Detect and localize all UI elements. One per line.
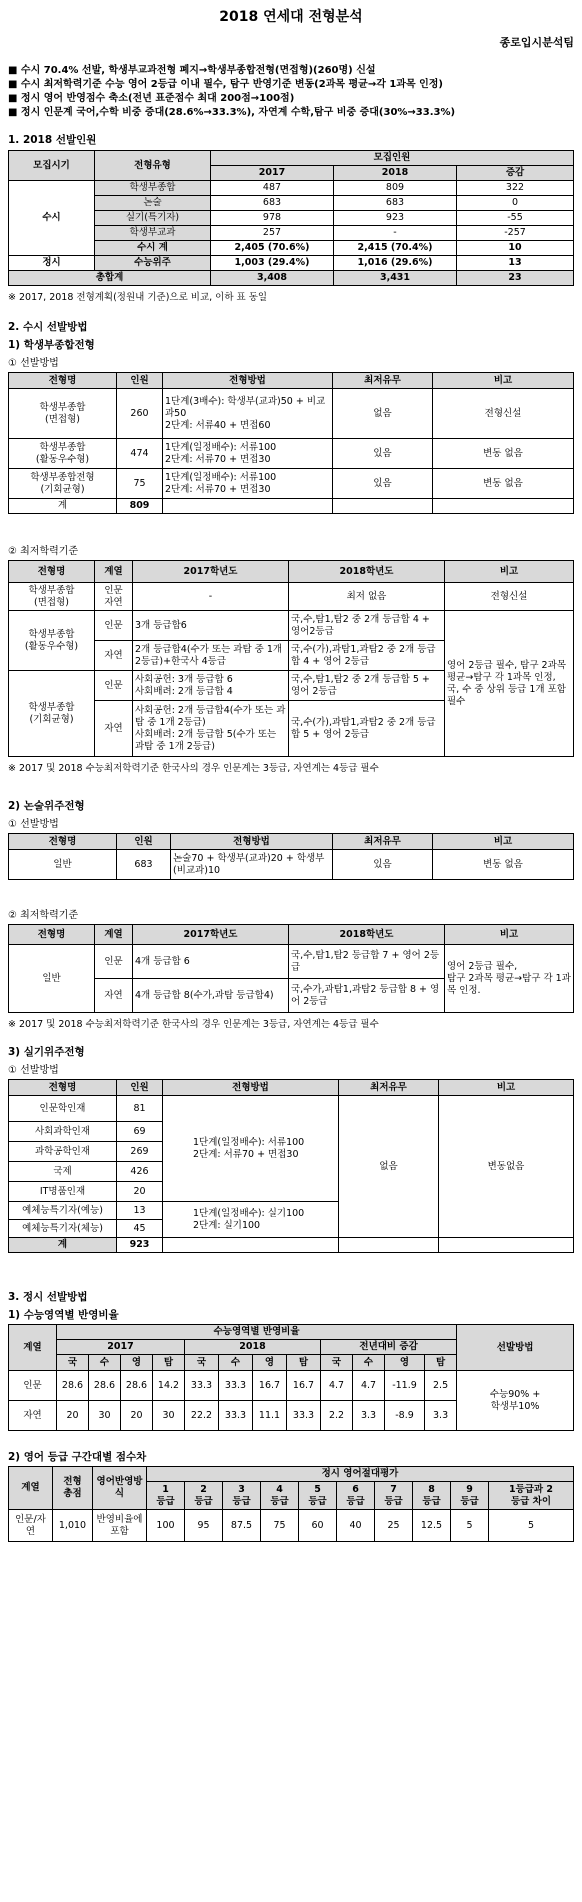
col-track: 계열 xyxy=(9,1467,53,1510)
col-group: 수능영역별 반영비율 xyxy=(57,1325,457,1340)
col-subject: 탐 xyxy=(425,1355,457,1371)
name-cell: 과학공학인재 xyxy=(9,1142,117,1162)
ratio-cell: 3.3 xyxy=(425,1401,457,1431)
col-type: 전형유형 xyxy=(95,151,211,181)
ratio-cell: 11.1 xyxy=(253,1401,287,1431)
name-cell: 학생부종합 (면접형) xyxy=(9,389,117,439)
col-note: 비고 xyxy=(439,1080,574,1096)
track-cell: 인문 xyxy=(95,945,133,979)
minimum-note: ※ 2017 및 2018 수능최저학력기준 한국사의 경우 인문계는 3등급, 자연계는 4등급 필수 xyxy=(8,1019,379,1030)
value-cell: 0 xyxy=(457,196,574,211)
y2017-cell: - xyxy=(133,583,289,611)
ratio-cell: 30 xyxy=(89,1401,121,1431)
y2017-cell: 사회공헌: 2개 등급합4(수가 또는 과탐 중 1개 2등급) 사회배려: 2개 등급합 5(수가 또는 과탐 중 1개 2등급) xyxy=(133,701,289,757)
y2018-cell: 국,수가,과탐1,과탐2 등급합 8 + 영어 2등급 xyxy=(289,979,445,1013)
col-subject: 영 xyxy=(385,1355,425,1371)
col-subject: 탐 xyxy=(287,1355,321,1371)
col-grade: 3 등급 xyxy=(223,1482,261,1510)
section-1-heading: 1. 2018 선발인원 xyxy=(8,134,97,146)
selection-count-table xyxy=(8,150,574,286)
method-label: ① 선발방법 xyxy=(8,819,59,830)
col-name: 전형명 xyxy=(9,561,95,583)
note-cell: 전형신설 xyxy=(445,583,574,611)
col-track: 계열 xyxy=(95,561,133,583)
y2018-cell: 최저 없음 xyxy=(289,583,445,611)
value-cell: -257 xyxy=(457,226,574,241)
note-cell: 변동 없음 xyxy=(433,439,574,469)
practical-method-table xyxy=(8,1079,574,1253)
col-subject: 수 xyxy=(219,1355,253,1371)
ratio-cell: 28.6 xyxy=(57,1371,89,1401)
col-subject: 영 xyxy=(253,1355,287,1371)
total-count: 923 xyxy=(117,1238,163,1253)
count-cell: 683 xyxy=(117,850,171,880)
value-cell: 923 xyxy=(334,211,457,226)
total-label: 계 xyxy=(9,499,117,514)
track-cell: 자연 xyxy=(95,701,133,757)
value-cell: 1,016 (29.6%) xyxy=(334,256,457,271)
col-min: 최저유무 xyxy=(333,373,433,389)
minimum-label: ② 최저학력기준 xyxy=(8,546,79,557)
score-cell: 5 xyxy=(489,1510,574,1542)
name-cell: 학생부종합 (면접형) xyxy=(9,583,95,611)
col-grade: 4 등급 xyxy=(261,1482,299,1510)
name-cell: 학생부종합 (기회균형) xyxy=(9,671,95,757)
ratio-cell: 20 xyxy=(57,1401,89,1431)
min-cell: 없음 xyxy=(333,389,433,439)
type-cell: 수능위주 xyxy=(95,256,211,271)
col-2017: 2017학년도 xyxy=(133,925,289,945)
ratio-cell: 2.2 xyxy=(321,1401,353,1431)
col-track: 계열 xyxy=(95,925,133,945)
method-cell: 1단계(3배수): 학생부(교과)50 + 비교과50 2단계: 서류40 + 면접60 xyxy=(163,389,333,439)
english-grade-table xyxy=(8,1466,574,1542)
col-grade: 8 등급 xyxy=(413,1482,451,1510)
col-name: 전형명 xyxy=(9,1080,117,1096)
value-cell: 257 xyxy=(211,226,334,241)
y2017-cell: 3개 등급합6 xyxy=(133,611,289,641)
summary-item: ■ 정시 인문계 국어,수학 비중 증대(28.6%→33.3%), 자연계 수학,탐구 비중 증대(30%→33.3%) xyxy=(8,107,456,118)
type-cell: 논술 xyxy=(95,196,211,211)
min-cell: 있음 xyxy=(333,469,433,499)
col-group: 정시 영어절대평가 xyxy=(147,1467,574,1482)
method-cell: 논술70 + 학생부(교과)20 + 학생부(비교과)10 xyxy=(171,850,333,880)
ratio-cell: 28.6 xyxy=(89,1371,121,1401)
subsection-heading: 1) 수능영역별 반영비율 xyxy=(8,1309,119,1321)
col-note: 비고 xyxy=(445,925,574,945)
subsection-heading: 2) 논술위주전형 xyxy=(8,800,85,812)
essay-method-table xyxy=(8,833,574,880)
col-2017: 2017학년도 xyxy=(133,561,289,583)
col-name: 전형명 xyxy=(9,834,117,850)
track-cell: 자연 xyxy=(95,979,133,1013)
col-subject: 국 xyxy=(57,1355,89,1371)
name-cell: 학생부종합 (활동우수형) xyxy=(9,439,117,469)
name-cell: 국제 xyxy=(9,1162,117,1182)
score-cell: 40 xyxy=(337,1510,375,1542)
value-cell: -55 xyxy=(457,211,574,226)
name-cell: 일반 xyxy=(9,850,117,880)
col-name: 전형명 xyxy=(9,373,117,389)
method-label: ① 선발방법 xyxy=(8,1065,59,1076)
min-cell: 없음 xyxy=(339,1096,439,1238)
score-cell: 5 xyxy=(451,1510,489,1542)
col-subject: 영 xyxy=(121,1355,153,1371)
y2018-cell: 국,수,탐1,탐2 등급합 7 + 영어 2등급 xyxy=(289,945,445,979)
count-cell: 474 xyxy=(117,439,163,469)
track-cell: 자연 xyxy=(95,641,133,671)
col-note: 비고 xyxy=(433,834,574,850)
value-cell: 2,415 (70.4%) xyxy=(334,241,457,256)
track-cell: 자연 xyxy=(9,1401,57,1431)
col-track: 계열 xyxy=(9,1325,57,1371)
page-title: 2018 연세대 전형분석 xyxy=(219,9,363,25)
ratio-cell: 반영비율에 포함 xyxy=(93,1510,147,1542)
ratio-cell: -8.9 xyxy=(385,1401,425,1431)
col-method: 선발방법 xyxy=(457,1325,574,1371)
count-cell: 260 xyxy=(117,389,163,439)
jeongsi-label: 정시 xyxy=(9,256,95,271)
col-2018: 2018학년도 xyxy=(289,925,445,945)
col-grade: 2 등급 xyxy=(185,1482,223,1510)
count-cell: 69 xyxy=(117,1122,163,1142)
ratio-cell: 22.2 xyxy=(185,1401,219,1431)
method-cell: 1단계(일정배수): 서류100 2단계: 서류70 + 면접30 xyxy=(163,1096,339,1202)
ratio-cell: 33.3 xyxy=(219,1371,253,1401)
col-2018: 2018학년도 xyxy=(289,561,445,583)
method-cell: 1단계(일정배수): 실기100 2단계: 실기100 xyxy=(163,1202,339,1238)
note-cell: 변동 없음 xyxy=(433,469,574,499)
y2018-cell: 국,수,탐1,탐2 중 2개 등급합 4 + 영어2등급 xyxy=(289,611,445,641)
col-period: 모집시기 xyxy=(9,151,95,181)
name-cell: 사회과학인재 xyxy=(9,1122,117,1142)
count-cell: 426 xyxy=(117,1162,163,1182)
value-cell: 3,431 xyxy=(334,271,457,286)
note-cell: 영어 2등급 필수, 탐구 2과목 평균→탐구 각 1과목 인정. xyxy=(445,945,574,1013)
col-subject: 국 xyxy=(185,1355,219,1371)
type-cell: 학생부종합 xyxy=(95,181,211,196)
value-cell: 322 xyxy=(457,181,574,196)
score-cell: 100 xyxy=(147,1510,185,1542)
y2017-cell: 사회공헌: 3개 등급합 6 사회배려: 2개 등급합 4 xyxy=(133,671,289,701)
type-cell: 학생부교과 xyxy=(95,226,211,241)
method-label: ① 선발방법 xyxy=(8,358,59,369)
value-cell: - xyxy=(334,226,457,241)
col-subject: 탐 xyxy=(153,1355,185,1371)
score-cell: 12.5 xyxy=(413,1510,451,1542)
ratio-cell: 4.7 xyxy=(321,1371,353,1401)
ratio-cell: 33.3 xyxy=(185,1371,219,1401)
y2018-cell: 국,수(가),과탐1,과탐2 중 2개 등급합 4 + 영어 2등급 xyxy=(289,641,445,671)
susi-total-label: 수시 계 xyxy=(95,241,211,256)
subsection-heading: 2) 영어 등급 구간대별 점수차 xyxy=(8,1451,147,1463)
col-grade: 5 등급 xyxy=(299,1482,337,1510)
col-2017: 2017 xyxy=(211,166,334,181)
note-cell: 변동 없음 xyxy=(433,850,574,880)
col-subject: 수 xyxy=(353,1355,385,1371)
score-cell: 95 xyxy=(185,1510,223,1542)
ratio-cell: 2.5 xyxy=(425,1371,457,1401)
ratio-cell: 28.6 xyxy=(121,1371,153,1401)
ratio-cell: 16.7 xyxy=(287,1371,321,1401)
name-cell: 학생부종합전형 (기회균형) xyxy=(9,469,117,499)
section-3-heading: 3. 정시 선발방법 xyxy=(8,1291,88,1303)
col-method: 전형방법 xyxy=(171,834,333,850)
count-cell: 13 xyxy=(117,1202,163,1220)
csat-ratio-table xyxy=(8,1324,574,1431)
col-2018: 2018 xyxy=(334,166,457,181)
total-count: 809 xyxy=(117,499,163,514)
col-min: 최저유무 xyxy=(339,1080,439,1096)
section-1-note: ※ 2017, 2018 전형계획(정원내 기준)으로 비교, 이하 표 동일 xyxy=(8,292,268,303)
subsection-heading: 1) 학생부종합전형 xyxy=(8,339,95,351)
value-cell: 23 xyxy=(457,271,574,286)
name-cell: IT명품인재 xyxy=(9,1182,117,1202)
type-cell: 실기(특기자) xyxy=(95,211,211,226)
score-cell: 75 xyxy=(261,1510,299,1542)
minimum-note: ※ 2017 및 2018 수능최저학력기준 한국사의 경우 인문계는 3등급, 자연계는 4등급 필수 xyxy=(8,763,379,774)
score-cell: 60 xyxy=(299,1510,337,1542)
method-cell: 1단계(일정배수): 서류100 2단계: 서류70 + 면접30 xyxy=(163,439,333,469)
col-name: 전형명 xyxy=(9,925,95,945)
track-cell: 인문 xyxy=(9,1371,57,1401)
track-cell: 인문 xyxy=(95,611,133,641)
y2018-cell: 국,수(가),과탐1,과탐2 중 2개 등급합 5 + 영어 2등급 xyxy=(289,701,445,757)
name-cell: 예체능특기자(체능) xyxy=(9,1220,117,1238)
ratio-cell: 33.3 xyxy=(287,1401,321,1431)
count-cell: 45 xyxy=(117,1220,163,1238)
grand-total-label: 총합계 xyxy=(9,271,211,286)
ratio-cell: 3.3 xyxy=(353,1401,385,1431)
ratio-cell: 4.7 xyxy=(353,1371,385,1401)
min-cell: 있음 xyxy=(333,850,433,880)
note-cell: 변동없음 xyxy=(439,1096,574,1238)
document-page xyxy=(8,0,574,1542)
value-cell: 10 xyxy=(457,241,574,256)
col-grade: 6 등급 xyxy=(337,1482,375,1510)
count-cell: 81 xyxy=(117,1096,163,1122)
y2017-cell: 4개 등급합 6 xyxy=(133,945,289,979)
col-2017: 2017 xyxy=(57,1340,185,1355)
minimum-label: ② 최저학력기준 xyxy=(8,910,79,921)
ratio-cell: 30 xyxy=(153,1401,185,1431)
col-method: 전형방법 xyxy=(163,1080,339,1096)
org-name: 종로입시분석팀 xyxy=(499,36,574,49)
comprehensive-minimum-table xyxy=(8,560,574,757)
value-cell: 809 xyxy=(334,181,457,196)
count-cell: 75 xyxy=(117,469,163,499)
subsection-heading: 3) 실기위주전형 xyxy=(8,1046,85,1058)
y2017-cell: 4개 등급합 8(수가,과탐 등급합4) xyxy=(133,979,289,1013)
value-cell: 978 xyxy=(211,211,334,226)
col-recruit: 모집인원 xyxy=(211,151,574,166)
value-cell: 487 xyxy=(211,181,334,196)
ratio-cell: 14.2 xyxy=(153,1371,185,1401)
y2017-cell: 2개 등급합4(수가 또는 과탐 중 1개 2등급)+한국사 4등급 xyxy=(133,641,289,671)
y2018-cell: 국,수,탐1,탐2 중 2개 등급합 5 + 영어 2등급 xyxy=(289,671,445,701)
col-total: 전형 총점 xyxy=(53,1467,93,1510)
summary-item: ■ 수시 70.4% 선발, 학생부교과전형 폐지→학생부종합전형(면접형)(260명) 신설 xyxy=(8,65,376,76)
col-diff: 증감 xyxy=(457,166,574,181)
total-cell: 1,010 xyxy=(53,1510,93,1542)
track-cell: 인문 자연 xyxy=(95,583,133,611)
col-subject: 수 xyxy=(89,1355,121,1371)
value-cell: 13 xyxy=(457,256,574,271)
col-method: 전형방법 xyxy=(163,373,333,389)
ratio-cell: 16.7 xyxy=(253,1371,287,1401)
col-2018: 2018 xyxy=(185,1340,321,1355)
name-cell: 인문학인재 xyxy=(9,1096,117,1122)
col-grade: 1 등급 xyxy=(147,1482,185,1510)
count-cell: 269 xyxy=(117,1142,163,1162)
col-grade: 9 등급 xyxy=(451,1482,489,1510)
method-cell: 수능90% + 학생부10% xyxy=(457,1371,574,1431)
merged-note-cell: 영어 2등급 필수, 탐구 2과목 평균→탐구 각 1과목 인정, 국, 수 중 상위 등급 1개 포함 필수 xyxy=(445,611,574,757)
col-note: 비고 xyxy=(433,373,574,389)
col-count: 인원 xyxy=(117,373,163,389)
summary-item: ■ 수시 최저학력기준 수능 영어 2등급 이내 필수, 탐구 반영기준 변동(2과목 평균→각 1과목 인정) xyxy=(8,79,443,90)
col-subject: 국 xyxy=(321,1355,353,1371)
ratio-cell: -11.9 xyxy=(385,1371,425,1401)
name-cell: 예체능특기자(예능) xyxy=(9,1202,117,1220)
count-cell: 20 xyxy=(117,1182,163,1202)
susi-label: 수시 xyxy=(9,181,95,256)
value-cell: 2,405 (70.6%) xyxy=(211,241,334,256)
col-count: 인원 xyxy=(117,1080,163,1096)
essay-minimum-table xyxy=(8,924,574,1013)
track-cell: 인문/자연 xyxy=(9,1510,53,1542)
value-cell: 3,408 xyxy=(211,271,334,286)
value-cell: 1,003 (29.4%) xyxy=(211,256,334,271)
ratio-cell: 20 xyxy=(121,1401,153,1431)
score-cell: 25 xyxy=(375,1510,413,1542)
col-min: 최저유무 xyxy=(333,834,433,850)
col-count: 인원 xyxy=(117,834,171,850)
summary-item: ■ 정시 영어 반영점수 축소(전년 표준점수 최대 200점→100점) xyxy=(8,93,295,104)
note-cell: 전형신설 xyxy=(433,389,574,439)
score-cell: 87.5 xyxy=(223,1510,261,1542)
col-note: 비고 xyxy=(445,561,574,583)
summary-list xyxy=(8,64,574,120)
track-cell: 인문 xyxy=(95,671,133,701)
name-cell: 학생부종합 (활동우수형) xyxy=(9,611,95,671)
ratio-cell: 33.3 xyxy=(219,1401,253,1431)
name-cell: 일반 xyxy=(9,945,95,1013)
col-grade-diff: 1등급과 2 등급 차이 xyxy=(489,1482,574,1510)
method-cell: 1단계(일정배수): 서류100 2단계: 서류70 + 면접30 xyxy=(163,469,333,499)
value-cell: 683 xyxy=(334,196,457,211)
value-cell: 683 xyxy=(211,196,334,211)
col-diff: 전년대비 증감 xyxy=(321,1340,457,1355)
total-label: 계 xyxy=(9,1238,117,1253)
col-ratio: 영어반영방식 xyxy=(93,1467,147,1510)
col-grade: 7 등급 xyxy=(375,1482,413,1510)
min-cell: 있음 xyxy=(333,439,433,469)
comprehensive-method-table xyxy=(8,372,574,514)
section-2-heading: 2. 수시 선발방법 xyxy=(8,321,88,333)
